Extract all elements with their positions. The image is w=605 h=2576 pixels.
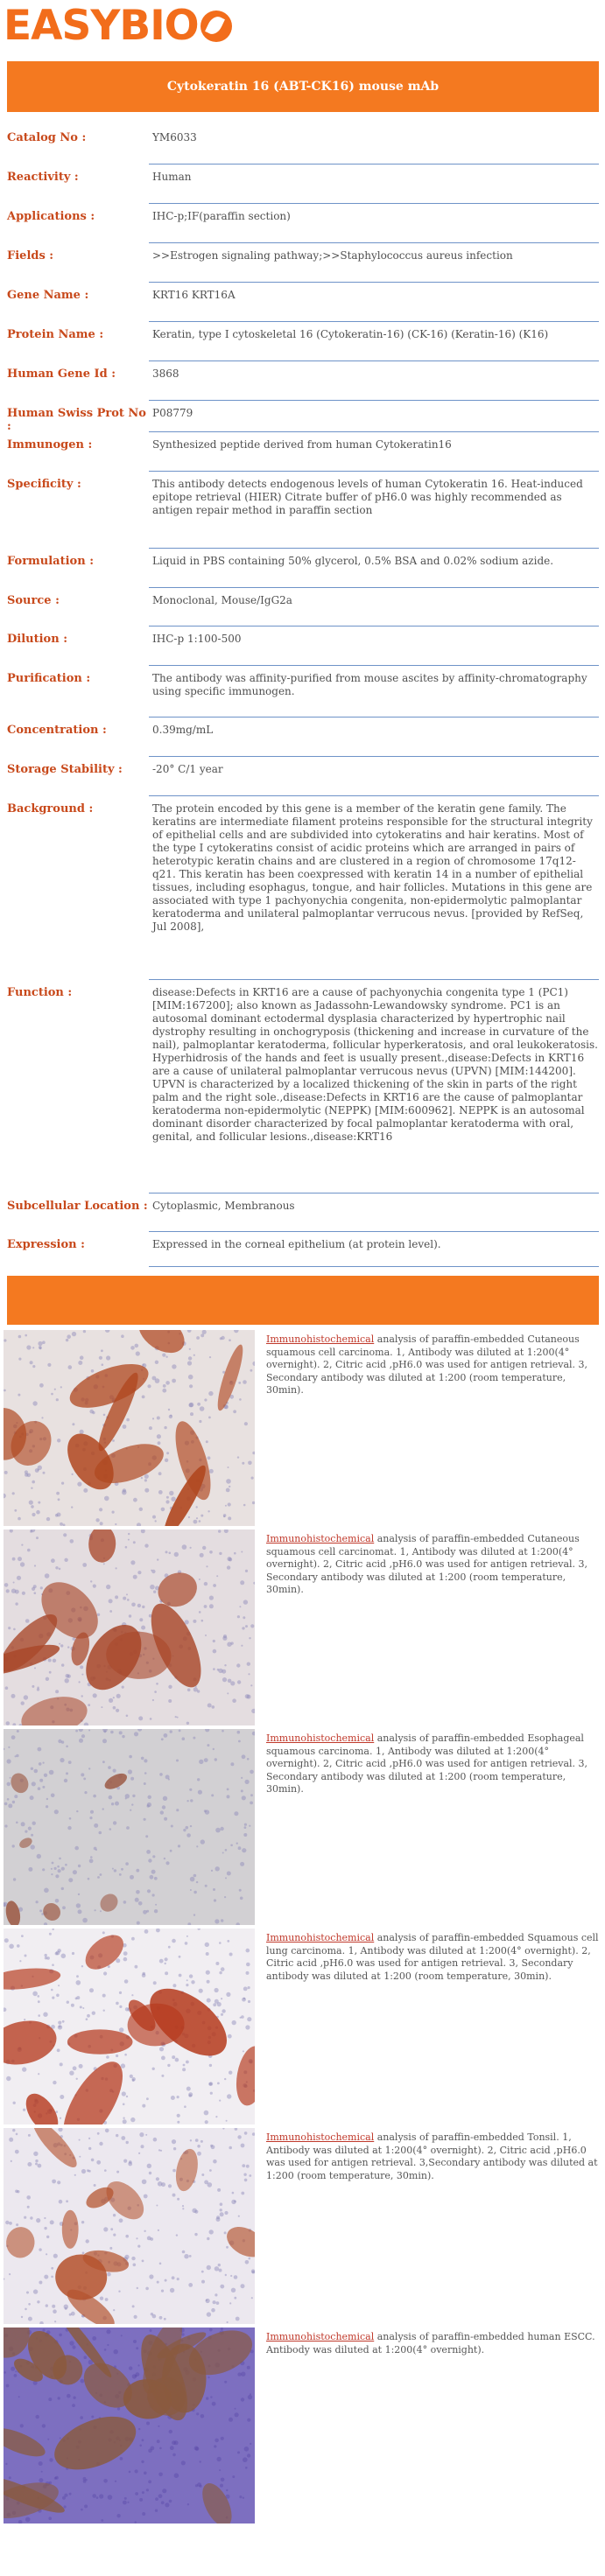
ihc-image — [4, 1530, 255, 1726]
spec-row — [7, 551, 599, 591]
spec-value: The protein encoded by this gene is a member of the keratin gene family. The keratins are intermediate filament proteins responsible for the structural integrity of epithelial cells and are subdivided into cytokeratins and hair keratins. Most of the type I cytokeratins consist of acidic proteins which are arranged in pairs of heterotypic keratin chains and are clustered in a region of chromosome 17q12-q21. This keratin has been coexpressed with keratin 14 in a number of epithelial tissues, including esophagus, tongue, and hair follicles. Mutations in this gene are associated with type 1 pachyonychia congenita, non-epidermolytic palmoplantar keratoderma and unilateral palmoplantar verrucous nevus. [provided by RefSeq, Jul 2008], — [152, 802, 593, 933]
spec-row — [7, 325, 599, 364]
spec-label: Fields : — [7, 249, 54, 262]
spec-row — [7, 206, 599, 246]
spec-row — [7, 364, 599, 403]
ihc-caption — [266, 1533, 599, 1597]
spec-value-cell — [149, 435, 599, 472]
header — [0, 0, 605, 60]
ihc-caption — [266, 1932, 599, 1983]
ihc-image — [4, 2328, 255, 2524]
caption-text: analysis of paraffin-embedded Tonsil. 1, Antibody was diluted at 1:200(4° overnight). 2, Citric acid ,pH6.0 was used for antigen retrieval. 3,Secondary antibody was diluted at 1:200 (room temperature, 30min). — [266, 2132, 598, 2181]
caption-text: analysis of paraffin-embedded Cutaneous squamous cell carcinomat. 1, Antibody was diluted at 1:200(4° overnight). 2, Citric acid ,pH6.0 was used for antigen retrieval. 3, Secondary antibody was diluted at 1:200 (room temperature, 30min). — [266, 1533, 588, 1595]
spec-value-cell — [149, 167, 599, 204]
spec-value-cell — [149, 629, 599, 666]
caption-highlight-link[interactable]: Immunohistochemical — [266, 1334, 375, 1345]
leaf-icon — [200, 10, 232, 42]
spec-value: YM6033 — [152, 131, 197, 144]
caption-highlight-link[interactable]: Immunohistochemical — [266, 2331, 375, 2342]
ihc-image — [4, 1330, 255, 1526]
spec-value: Keratin, type I cytoskeletal 16 (Cytokeratin-16) (CK-16) (Keratin-16) (K16) — [152, 328, 549, 340]
spec-value: 0.39mg/mL — [152, 724, 214, 736]
spec-value: IHC-p 1:100-500 — [152, 633, 242, 645]
ihc-caption — [266, 2331, 599, 2356]
spec-row — [7, 435, 599, 474]
spec-label: Protein Name : — [7, 328, 104, 341]
spec-value: KRT16 KRT16A — [152, 289, 236, 301]
spec-row — [7, 720, 599, 760]
caption-highlight-link[interactable]: Immunohistochemical — [266, 2132, 375, 2143]
spec-value-cell — [149, 128, 599, 164]
spec-table — [7, 128, 599, 1270]
spec-value-cell — [149, 799, 599, 980]
spec-label: Human Swiss Prot No : — [7, 407, 146, 433]
spec-label: Concentration : — [7, 724, 107, 737]
spec-label: Formulation : — [7, 555, 94, 568]
spec-value-cell — [149, 591, 599, 626]
spec-row — [7, 1196, 599, 1235]
spec-value: Monoclonal, Mouse/IgG2a — [152, 594, 292, 606]
spec-row — [7, 1235, 599, 1270]
spec-value-cell — [149, 325, 599, 361]
spec-value-cell — [149, 720, 599, 757]
brand-logo — [4, 4, 232, 49]
spec-label: Background : — [7, 802, 94, 816]
spec-value-cell — [149, 1235, 599, 1267]
spec-row — [7, 799, 599, 983]
spec-label: Function : — [7, 986, 73, 999]
spec-value-cell — [149, 206, 599, 243]
spec-label: Human Gene Id : — [7, 368, 116, 381]
caption-highlight-link[interactable]: Immunohistochemical — [266, 1533, 375, 1544]
caption-text: analysis of paraffin-embedded Squamous cell lung carcinoma. 1, Antibody was diluted at 1:200(4° overnight). 2, Citric acid ,pH6.0 was used for antigen retrieval. 3, Secondary antibody was diluted at 1:200 (room temperature, 30min). — [266, 1932, 599, 1982]
spec-value: Liquid in PBS containing 50% glycerol, 0.5% BSA and 0.02% sodium azide. — [152, 555, 554, 567]
ihc-image — [4, 1729, 255, 1925]
ihc-caption — [266, 1334, 599, 1397]
spec-row — [7, 167, 599, 206]
spec-label: Applications : — [7, 210, 95, 223]
ihc-caption — [266, 1732, 599, 1796]
spec-label: Catalog No : — [7, 131, 87, 144]
spec-label: Dilution : — [7, 633, 67, 646]
ihc-image — [4, 1928, 255, 2124]
caption-highlight-link[interactable]: Immunohistochemical — [266, 1732, 375, 1744]
spec-value: disease:Defects in KRT16 are a cause of pachyonychia congenita type 1 (PC1) [MIM:167200]; also known as Jadassohn-Lewandowsky syndrome. PC1 is an autosomal dominant ectodermal dysplasia characterized by hypertrophic nail dystrophy resulting in onchogryposis (thickening and increase in curvature of the nail), palmoplantar keratoderma, follicular hyperkeratosis, and oral leukokeratosis. Hyperhidrosis of the hands and feet is usually present.,disease:Defects in KRT16 are a cause of unilateral palmoplantar verrucous nevus (UPVN) [MIM:144200]. UPVN is characterized by a localized thickening of the skin in parts of the right palm and the right sole.,disease:Defects in KRT16 are the cause of palmoplantar keratoderma non-epidermolytic (NEPPK) [MIM:600962]. NEPPK is an autosomal dominant disorder characterized by focal palmoplantar keratoderma with oral, genital, and follicular lesions.,disease:KRT16 — [152, 986, 598, 1143]
spec-value: 3868 — [152, 368, 179, 380]
spec-row — [7, 285, 599, 325]
spec-label: Immunogen : — [7, 438, 93, 452]
spec-value-cell — [149, 551, 599, 588]
brand-text: EASYBIO — [4, 2, 199, 50]
spec-value: Expressed in the corneal epithelium (at protein level). — [152, 1238, 441, 1250]
spec-value-cell — [149, 983, 599, 1194]
images-header-bar — [7, 1276, 599, 1325]
spec-value-cell — [149, 246, 599, 283]
spec-label: Storage Stability : — [7, 763, 123, 776]
spec-row — [7, 246, 599, 285]
spec-label: Subcellular Location : — [7, 1200, 148, 1213]
spec-label: Reactivity : — [7, 171, 79, 184]
product-title: Cytokeratin 16 (ABT-CK16) mouse mAb — [166, 80, 440, 94]
spec-row — [7, 474, 599, 551]
spec-value: Cytoplasmic, Membranous — [152, 1200, 295, 1212]
spec-row — [7, 403, 599, 435]
spec-label: Source : — [7, 594, 60, 607]
spec-value: This antibody detects endogenous levels of human Cytokeratin 16. Heat-induced epitope retrieval (HIER) Citrate buffer of pH6.0 was highly recommended as antigen repair method in paraffin section — [152, 478, 583, 516]
ihc-image — [4, 2128, 255, 2324]
product-title-bar — [7, 61, 599, 112]
spec-value: The antibody was affinity-purified from mouse ascites by affinity-chromatography using specific immunogen. — [152, 672, 587, 697]
spec-value-cell — [149, 285, 599, 322]
spec-value: >>Estrogen signaling pathway;>>Staphylococcus aureus infection — [152, 249, 513, 262]
spec-row — [7, 591, 599, 629]
spec-label: Gene Name : — [7, 289, 89, 302]
caption-text: analysis of paraffin-embedded Cutaneous squamous cell carcinoma. 1, Antibody was diluted at 1:200(4° overnight). 2, Citric acid ,pH6.0 was used for antigen retrieval. 3, Secondary antibody was diluted at 1:200 (room temperature, 30min). — [266, 1334, 588, 1396]
spec-value-cell — [149, 668, 599, 718]
spec-value-cell — [149, 760, 599, 796]
spec-label: Specificity : — [7, 478, 81, 491]
caption-highlight-link[interactable]: Immunohistochemical — [266, 1932, 375, 1943]
spec-value-cell — [149, 474, 599, 549]
spec-value-cell — [149, 403, 599, 432]
caption-text: analysis of paraffin-embedded human ESCC. Antibody was diluted at 1:200(4° overnight). — [266, 2331, 595, 2356]
spec-value: Synthesized peptide derived from human Cytokeratin16 — [152, 438, 452, 451]
ihc-caption — [266, 2132, 599, 2182]
spec-row — [7, 128, 599, 167]
spec-value-cell — [149, 364, 599, 401]
spec-value: P08779 — [152, 407, 193, 419]
spec-row — [7, 668, 599, 720]
spec-value: -20° C/1 year — [152, 763, 223, 775]
spec-value: IHC-p;IF(paraffin section) — [152, 210, 291, 222]
spec-row — [7, 983, 599, 1196]
spec-value: Human — [152, 171, 192, 183]
spec-label: Purification : — [7, 672, 91, 685]
caption-text: analysis of paraffin-embedded Esophageal squamous carcinoma. 1, Antibody was diluted at 1:200(4° overnight). 2, Citric acid ,pH6.0 was used for antigen retrieval. 3, Secondary antibody was diluted at 1:200 (room temperature, 30min). — [266, 1732, 588, 1795]
spec-row — [7, 629, 599, 668]
spec-value-cell — [149, 1196, 599, 1232]
spec-label: Expression : — [7, 1238, 85, 1251]
spec-row — [7, 760, 599, 799]
